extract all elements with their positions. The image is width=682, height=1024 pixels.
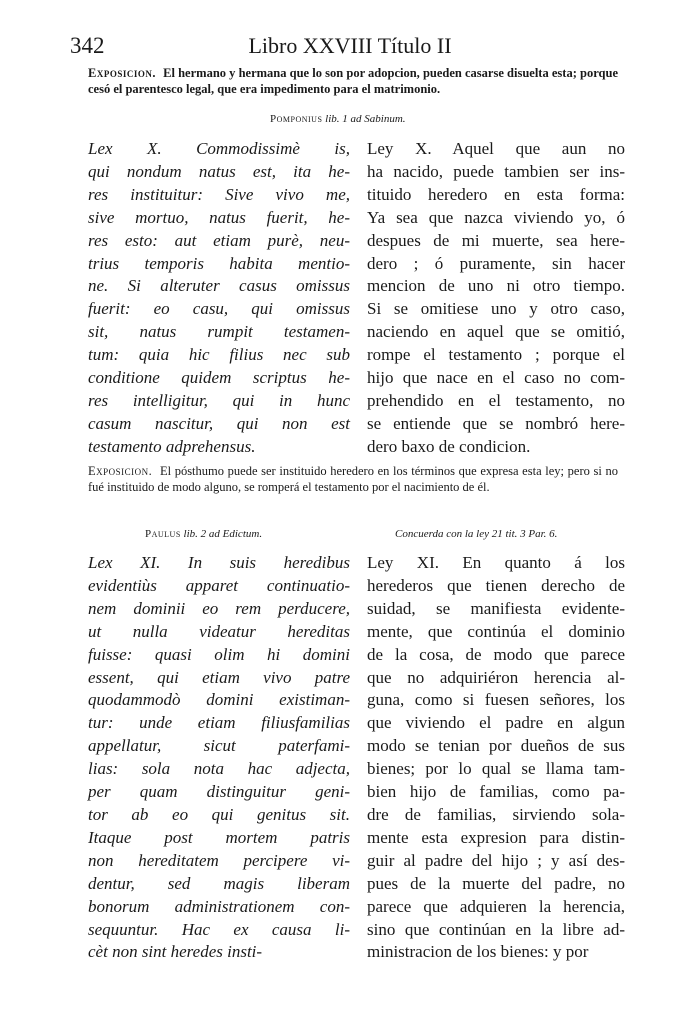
text-line: Itaque post mortem patris: [88, 827, 350, 847]
text-line: res instituitur: Sive vivo me,: [88, 184, 350, 204]
text-line: dre de familias, sirviendo sola-: [367, 804, 625, 824]
text-line: Si se omitiese uno y otro caso,: [367, 299, 625, 319]
text-line: appellatur, sicut paterfami-: [88, 736, 350, 756]
text-line: modo se tenian por dueños de sus: [367, 736, 625, 756]
text-line: fuerit: eo casu, qui omissus: [88, 299, 350, 319]
text-line: rompe el testamento ; porque el: [367, 345, 625, 365]
text-line: evidentiùs apparet continuatio-: [88, 575, 350, 595]
text-line: res esto: aut etiam purè, neu-: [88, 230, 350, 250]
text-line: bonorum administrationem con-: [88, 896, 350, 916]
text-line: Ley X. Aquel que aun no: [367, 139, 625, 158]
text-line: tituido heredero en esta forma:: [367, 184, 625, 204]
text-line: guna, como si fuesen señores, los: [367, 690, 625, 710]
text-line: mencion de uno ni otro tiempo.: [367, 276, 625, 296]
text-line: res intelligitur, qui in hunc: [88, 390, 350, 410]
text-line: testamento adprehensus.: [88, 436, 256, 456]
text-line: tor ab eo qui genitus sit.: [88, 804, 350, 824]
text-line: hijo que nace en el caso no com-: [367, 368, 625, 388]
text-line: non hereditatem percipere vi-: [88, 850, 350, 870]
text-line: qui nondum natus est, ita he-: [88, 161, 350, 181]
text-line: pues de la muerte del padre, no: [367, 873, 625, 893]
source-work: lib. 1 ad Sabinum.: [325, 113, 406, 125]
text-line: Ley XI. En quanto á los: [367, 553, 625, 572]
text-line: herederos que tienen derecho de: [367, 575, 625, 595]
text-line: mente esta expresion para distin-: [367, 827, 625, 847]
source-citation-pomponius: [270, 113, 406, 125]
text-line: tur: unde etiam filiusfamilias: [88, 713, 350, 733]
source-author: Pomponius: [270, 113, 323, 125]
exposicion-label: Exposicion.: [88, 464, 153, 478]
text-line: per quam distinguitur geni-: [88, 782, 350, 802]
text-line: suidad, se manifiesta evidente-: [367, 598, 625, 618]
text-line: ne. Si alteruter casus omissus: [88, 276, 350, 296]
text-line: nem dominii eo rem perducere,: [88, 598, 350, 618]
text-line: Ya sea que nazca viviendo yo, ó: [367, 207, 625, 227]
text-line: essent, qui etiam vivo patre: [88, 667, 350, 687]
text-line: mente, que continúa el dominio: [367, 621, 625, 641]
text-line: fuisse: quasi olim hi domini: [88, 644, 350, 664]
source-citation-paulus: [145, 528, 262, 540]
text-line: dero baxo de condicion.: [367, 436, 531, 456]
text-line: trius temporis habita mentio-: [88, 253, 350, 273]
text-line: Lex X. Commodissimè is,: [88, 139, 350, 158]
text-line: ut nulla videatur hereditas: [88, 621, 350, 641]
text-line: de la cosa, de modo que parece: [367, 644, 625, 664]
text-line: bien hijo de familias, como pa-: [367, 782, 625, 802]
running-title: Libro XXVIII Título II: [248, 33, 452, 58]
text-line: que viviendo el padre en algun: [367, 713, 625, 733]
text-line: lias: sola nota hac adjecta,: [88, 759, 350, 779]
exposicion-label: Exposicion.: [88, 66, 156, 80]
concordance-note: Concuerda con la ley 21 tit. 3 Par. 6.: [395, 528, 558, 540]
source-author: Paulus: [145, 528, 181, 540]
exposicion-2: [88, 464, 618, 495]
lex-11-latin-column: [88, 552, 350, 964]
text-line: prehendido en el testamento, no: [367, 390, 625, 410]
text-line: guir al padre del hijo ; y así des-: [367, 850, 625, 870]
text-line: sive mortuo, natus fuerit, he-: [88, 207, 350, 227]
text-line: naciendo en aquel que se omitió,: [367, 322, 625, 342]
text-line: ministracion de los bienes: y por: [367, 942, 589, 962]
text-line: ha nacido, puede tambien ser ins-: [367, 161, 625, 181]
text-line: Lex XI. In suis heredibus: [88, 553, 350, 572]
text-line: se entiende que se nombró here-: [367, 413, 625, 433]
page-header: [70, 33, 630, 63]
text-line: despues de mi muerte, sea here-: [367, 230, 625, 250]
text-line: parece que adquieren la herencia,: [367, 896, 625, 916]
text-line: sino que continúan en la libre ad-: [367, 919, 625, 939]
exposicion-text: El pósthumo puede ser instituido heredero en los términos que expresa esta ley; pero si no fué instituido de modo alguno, se romperá el testamento por el nacimiento de él.: [88, 464, 618, 494]
text-line: dentur, sed magis liberam: [88, 873, 350, 893]
text-line: sequuntur. Hac ex causa li-: [88, 919, 350, 939]
lex-10-latin-column: [88, 138, 350, 459]
text-line: tum: quia hic filius nec sub: [88, 345, 350, 365]
exposicion-text: El hermano y hermana que lo son por adopcion, pueden casarse disuelta esta; porque cesó el parentesco legal, que era impedimento para el matrimonio.: [88, 66, 618, 96]
page-number: 342: [70, 33, 105, 58]
source-work: lib. 2 ad Edictum.: [183, 528, 263, 540]
text-line: sit, natus rumpit testamen-: [88, 322, 350, 342]
ley-10-spanish-column: [367, 138, 625, 459]
text-line: dero ; ó puramente, sin hacer: [367, 253, 625, 273]
text-line: quodammodò domini existiman-: [88, 690, 350, 710]
ley-11-spanish-column: [367, 552, 625, 964]
text-line: conditione quidem scriptus he-: [88, 368, 350, 388]
text-line: casum nascitur, qui non est: [88, 413, 350, 433]
text-line: que no adquiriéron herencia al-: [367, 667, 625, 687]
exposicion-1: [88, 66, 618, 97]
text-line: bienes; por lo qual se llama tam-: [367, 759, 625, 779]
text-line: cèt non sint heredes insti-: [88, 942, 263, 962]
